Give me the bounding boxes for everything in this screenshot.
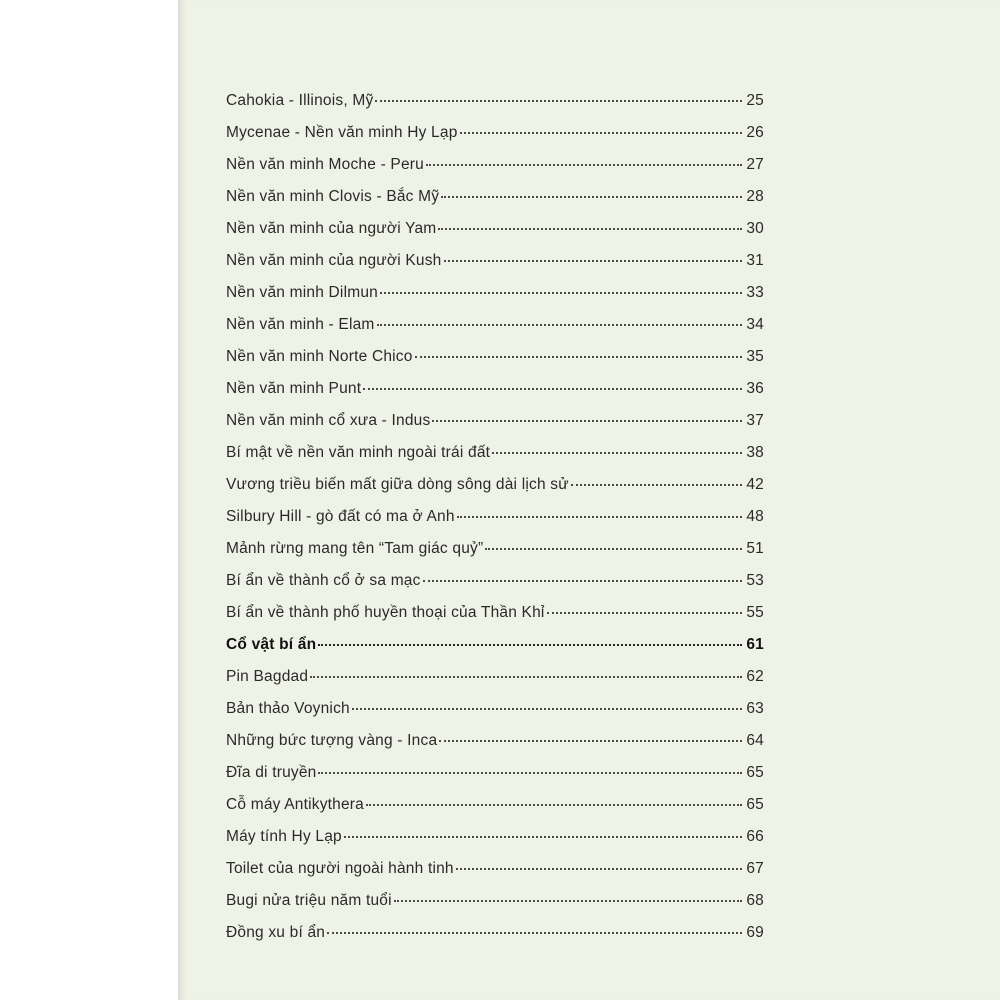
- toc-entry: [226, 412, 764, 444]
- toc-entry: [226, 188, 764, 220]
- dot-leader: [423, 580, 742, 582]
- toc-page-number: 61: [746, 636, 764, 653]
- toc-page-number: 55: [746, 604, 764, 621]
- toc-page-number: 37: [746, 412, 764, 429]
- toc-entry-title: Silbury Hill - gò đất có ma ở Anh: [226, 508, 455, 525]
- toc-entry-title: Đồng xu bí ẩn: [226, 924, 326, 941]
- toc-entry: [226, 732, 764, 764]
- dot-leader: [318, 772, 742, 774]
- dot-leader: [380, 292, 742, 294]
- toc-page-number: 25: [746, 92, 764, 109]
- toc-entry: [226, 764, 764, 796]
- toc-entry: [226, 508, 764, 540]
- toc-page-number: 27: [746, 156, 764, 173]
- toc-entry: [226, 924, 764, 956]
- dot-leader: [327, 932, 742, 934]
- toc-entry-title: Nền văn minh của người Kush: [226, 252, 442, 269]
- toc-page-number: 48: [746, 508, 764, 525]
- toc-entry-title: Bugi nửa triệu năm tuổi: [226, 892, 392, 909]
- toc-page-number: 69: [746, 924, 764, 941]
- dot-leader: [444, 260, 743, 262]
- toc-entry: [226, 220, 764, 252]
- toc-page-number: 30: [746, 220, 764, 237]
- toc-entry-title: Nền văn minh Norte Chico: [226, 348, 413, 365]
- table-of-contents: [226, 92, 764, 956]
- toc-entry-title: Cahokia - Illinois, Mỹ: [226, 92, 374, 109]
- toc-entry-title: Nền văn minh cổ xưa - Indus: [226, 412, 431, 429]
- toc-page-number: 28: [746, 188, 764, 205]
- toc-page-number: 38: [746, 444, 764, 461]
- toc-entry-title: Bản thảo Voynich: [226, 700, 350, 717]
- toc-page-number: 64: [746, 732, 764, 749]
- toc-entry: [226, 668, 764, 700]
- dot-leader: [456, 868, 742, 870]
- dot-leader: [352, 708, 742, 710]
- toc-entry-title: Vương triều biến mất giữa dòng sông dài lịch sử: [226, 476, 569, 493]
- toc-entry-title: Những bức tượng vàng - Inca: [226, 732, 438, 749]
- toc-entry: [226, 828, 764, 860]
- dot-leader: [363, 388, 742, 390]
- toc-entry: [226, 796, 764, 828]
- dot-leader: [485, 548, 742, 550]
- toc-entry-title: Nền văn minh Moche - Peru: [226, 156, 424, 173]
- toc-section-heading: [226, 636, 764, 668]
- dot-leader: [571, 484, 742, 486]
- toc-entry-title: Bí ẩn về thành phố huyền thoại của Thần Khỉ: [226, 604, 545, 621]
- toc-entry: [226, 444, 764, 476]
- dot-leader: [441, 196, 742, 198]
- toc-page-number: 68: [746, 892, 764, 909]
- toc-page-number: 62: [746, 668, 764, 685]
- toc-entry: [226, 380, 764, 412]
- toc-entry: [226, 284, 764, 316]
- dot-leader: [375, 100, 742, 102]
- toc-entry-title: Bí ẩn về thành cổ ở sa mạc: [226, 572, 421, 589]
- dot-leader: [547, 612, 742, 614]
- toc-entry-title: Máy tính Hy Lạp: [226, 828, 342, 845]
- dot-leader: [457, 516, 742, 518]
- dot-leader: [426, 164, 742, 166]
- toc-entry-title: Mycenae - Nền văn minh Hy Lạp: [226, 124, 458, 141]
- toc-entry-title: Đĩa di truyền: [226, 764, 317, 781]
- toc-entry: [226, 124, 764, 156]
- dot-leader: [415, 356, 742, 358]
- toc-page-number: 34: [746, 316, 764, 333]
- toc-entry-title: Nền văn minh Clovis - Bắc Mỹ: [226, 188, 440, 205]
- toc-page-number: 36: [746, 380, 764, 397]
- toc-page-number: 53: [746, 572, 764, 589]
- toc-entry: [226, 252, 764, 284]
- toc-page-number: 31: [746, 252, 764, 269]
- dot-leader: [366, 804, 742, 806]
- toc-section-title: Cổ vật bí ẩn: [226, 636, 317, 653]
- toc-entry-title: Toilet của người ngoài hành tinh: [226, 860, 454, 877]
- toc-entry: [226, 348, 764, 380]
- toc-page-number: 65: [746, 764, 764, 781]
- toc-page-number: 51: [746, 540, 764, 557]
- toc-entry: [226, 572, 764, 604]
- toc-entry: [226, 700, 764, 732]
- toc-entry: [226, 476, 764, 508]
- dot-leader: [460, 132, 742, 134]
- toc-entry: [226, 316, 764, 348]
- toc-entry: [226, 92, 764, 124]
- dot-leader: [377, 324, 742, 326]
- dot-leader: [344, 836, 742, 838]
- dot-leader: [492, 452, 742, 454]
- toc-page-number: 26: [746, 124, 764, 141]
- toc-entry-title: Pin Bagdad: [226, 668, 309, 685]
- toc-entry: [226, 892, 764, 924]
- toc-entry: [226, 156, 764, 188]
- toc-entry: [226, 540, 764, 572]
- toc-entry: [226, 604, 764, 636]
- toc-page-number: 35: [746, 348, 764, 365]
- toc-entry-title: Bí mật về nền văn minh ngoài trái đất: [226, 444, 491, 461]
- toc-entry-title: Nền văn minh - Elam: [226, 316, 375, 333]
- dot-leader: [394, 900, 742, 902]
- toc-entry: [226, 860, 764, 892]
- toc-page-number: 63: [746, 700, 764, 717]
- dot-leader: [310, 676, 742, 678]
- toc-entry-title: Nền văn minh Punt: [226, 380, 362, 397]
- toc-page-number: 33: [746, 284, 764, 301]
- dot-leader: [318, 644, 742, 646]
- toc-page-number: 65: [746, 796, 764, 813]
- toc-page-number: 42: [746, 476, 764, 493]
- toc-entry-title: Nền văn minh Dilmun: [226, 284, 378, 301]
- toc-page-number: 66: [746, 828, 764, 845]
- dot-leader: [432, 420, 742, 422]
- dot-leader: [439, 740, 742, 742]
- dot-leader: [438, 228, 742, 230]
- toc-entry-title: Nền văn minh của người Yam: [226, 220, 437, 237]
- toc-entry-title: Cỗ máy Antikythera: [226, 796, 364, 813]
- toc-entry-title: Mảnh rừng mang tên “Tam giác quỷ”: [226, 540, 484, 557]
- toc-page-number: 67: [746, 860, 764, 877]
